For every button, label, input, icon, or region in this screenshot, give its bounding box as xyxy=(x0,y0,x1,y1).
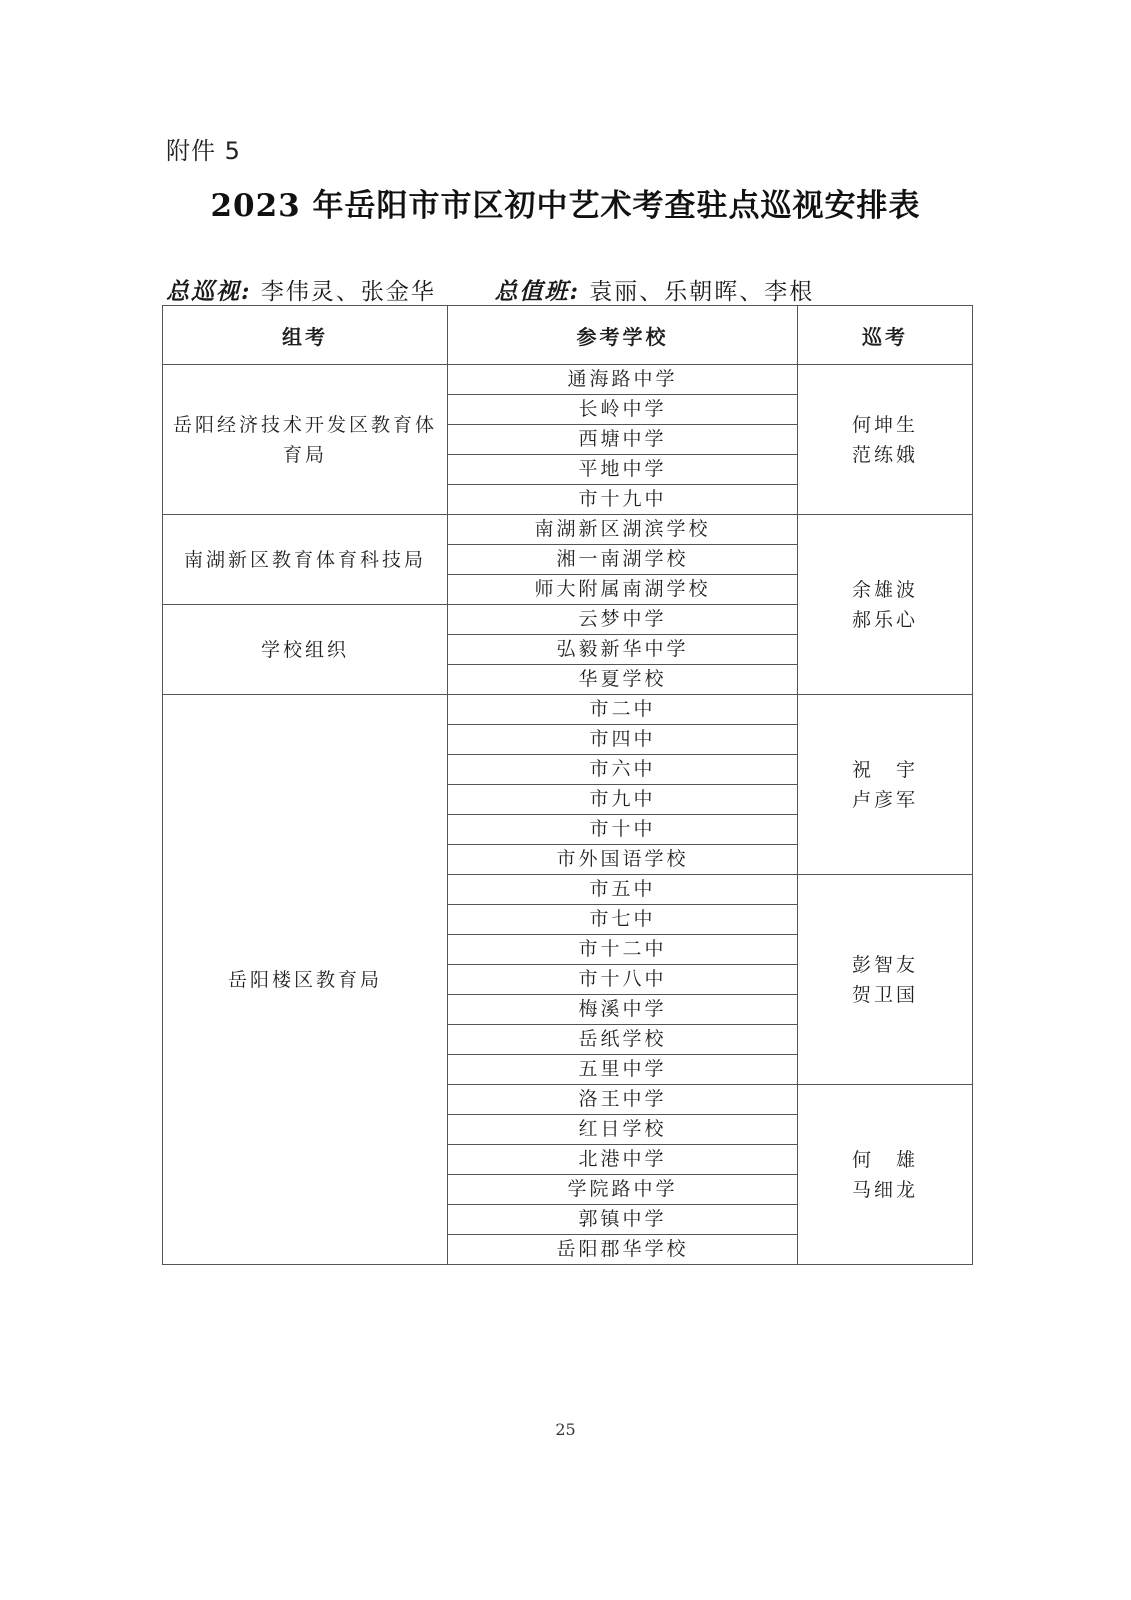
school-cell: 市十中 xyxy=(448,815,798,845)
school-cell: 师大附属南湖学校 xyxy=(448,575,798,605)
school-cell: 市七中 xyxy=(448,905,798,935)
school-cell: 市十二中 xyxy=(448,935,798,965)
org-cell: 岳阳经济技术开发区教育体育局 xyxy=(163,365,448,515)
school-cell: 郭镇中学 xyxy=(448,1205,798,1235)
school-cell: 湘一南湖学校 xyxy=(448,545,798,575)
inspector-cell xyxy=(798,515,973,695)
inspector-name: 彭智友 xyxy=(851,953,918,976)
school-cell: 平地中学 xyxy=(448,455,798,485)
general-patrol-label: 总巡视: xyxy=(166,278,252,305)
general-duty-names: 袁丽、乐朝晖、李根 xyxy=(589,279,815,305)
table-row xyxy=(163,515,973,545)
inspector-cell xyxy=(798,695,973,875)
page-number: 25 xyxy=(555,1420,576,1439)
table-row xyxy=(163,365,973,395)
school-cell: 五里中学 xyxy=(448,1055,798,1085)
inspector-cell xyxy=(798,365,973,515)
school-cell: 市十八中 xyxy=(448,965,798,995)
inspector-name: 贺卫国 xyxy=(851,983,918,1006)
header-organizer: 组考 xyxy=(163,306,448,365)
inspector-name: 马细龙 xyxy=(851,1178,918,1201)
org-cell: 岳阳楼区教育局 xyxy=(163,695,448,1265)
table-header-row xyxy=(163,306,973,365)
patrol-duty-line xyxy=(166,273,814,306)
school-cell: 华夏学校 xyxy=(448,665,798,695)
header-participating-school: 参考学校 xyxy=(448,306,798,365)
school-cell: 西塘中学 xyxy=(448,425,798,455)
school-cell: 岳纸学校 xyxy=(448,1025,798,1055)
school-cell: 云梦中学 xyxy=(448,605,798,635)
school-cell: 市五中 xyxy=(448,875,798,905)
school-cell: 弘毅新华中学 xyxy=(448,635,798,665)
school-cell: 市二中 xyxy=(448,695,798,725)
school-cell: 梅溪中学 xyxy=(448,995,798,1025)
inspector-name: 余雄波 xyxy=(851,578,918,601)
inspector-name: 郝乐心 xyxy=(851,608,918,631)
table-row xyxy=(163,695,973,725)
inspector-name: 范练娥 xyxy=(851,443,918,466)
school-cell: 红日学校 xyxy=(448,1115,798,1145)
general-duty-label: 总值班: xyxy=(494,278,580,305)
inspector-name: 卢彦军 xyxy=(851,788,918,811)
inspector-name: 祝 宇 xyxy=(851,758,918,781)
school-cell: 北港中学 xyxy=(448,1145,798,1175)
page-title: 2023 年岳阳市市区初中艺术考查驻点巡视安排表 xyxy=(210,188,921,224)
inspector-cell xyxy=(798,1085,973,1265)
inspection-schedule-table xyxy=(162,305,973,1265)
inspector-name: 何 雄 xyxy=(851,1148,918,1171)
inspector-cell xyxy=(798,875,973,1085)
school-cell: 南湖新区湖滨学校 xyxy=(448,515,798,545)
header-inspector: 巡考 xyxy=(798,306,973,365)
school-cell: 市外国语学校 xyxy=(448,845,798,875)
inspector-name: 何坤生 xyxy=(851,413,918,436)
org-cell: 南湖新区教育体育科技局 xyxy=(163,515,448,605)
school-cell: 市四中 xyxy=(448,725,798,755)
school-cell: 市九中 xyxy=(448,785,798,815)
school-cell: 市六中 xyxy=(448,755,798,785)
school-cell: 洛王中学 xyxy=(448,1085,798,1115)
school-cell: 学院路中学 xyxy=(448,1175,798,1205)
general-patrol-names: 李伟灵、张金华 xyxy=(260,279,436,305)
school-cell: 市十九中 xyxy=(448,485,798,515)
school-cell: 岳阳郡华学校 xyxy=(448,1235,798,1265)
school-cell: 长岭中学 xyxy=(448,395,798,425)
org-cell: 学校组织 xyxy=(163,605,448,695)
attachment-label: 附件 5 xyxy=(166,137,241,165)
school-cell: 通海路中学 xyxy=(448,365,798,395)
